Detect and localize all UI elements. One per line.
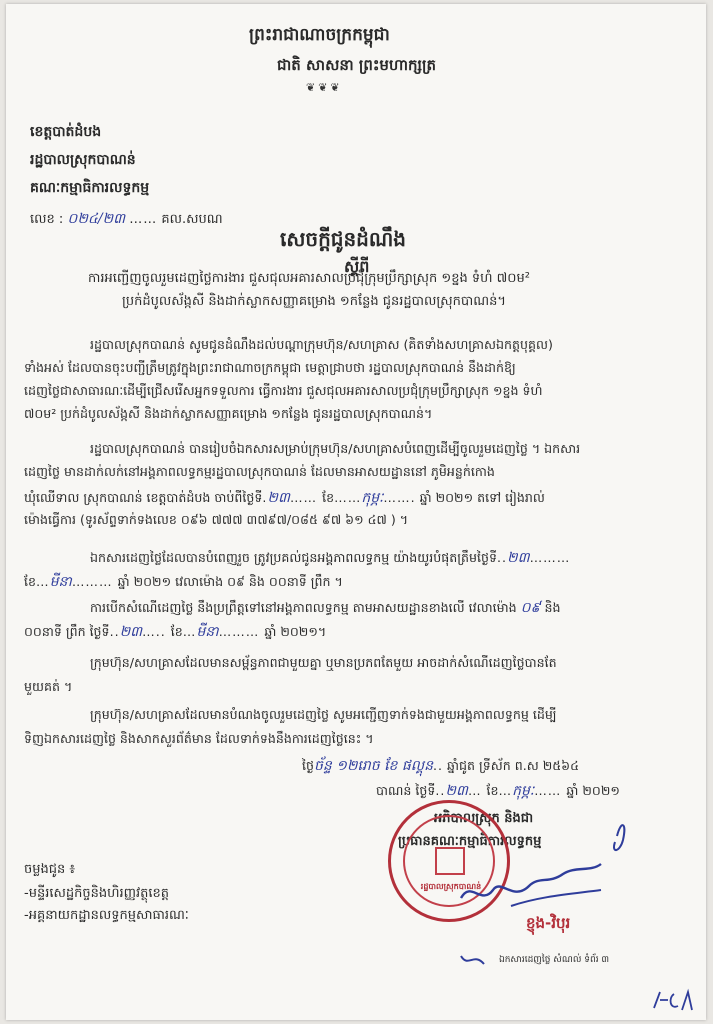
subject-heading: ស្តីពី — [344, 257, 370, 276]
handwritten-day: ២៣ — [507, 550, 530, 566]
reference-number: លេខ : ០២៤/២៣ …… គល.សបណ — [30, 211, 223, 227]
paragraph-2-line: ឃុំឈើទាល ស្រុកបាណន់ ខេត្តបាត់ដំបង ចាប់ពីថ្ងៃទី.២៣…… ខែ……កុម្ភៈ……. ឆ្នាំ ២០២១ តទៅ រៀងរាល់ — [24, 490, 545, 506]
handwritten-day: ២៣ — [119, 624, 143, 640]
issuer-province: ខេត្តបាត់ដំបង — [30, 124, 102, 140]
handwritten-day: ២៣ — [445, 783, 468, 799]
cc-item: -អគ្គនាយកដ្ឋានលទ្ធកម្មសាធារណៈ — [24, 908, 189, 923]
reference-number-handwritten: ០២៤/២៣ — [67, 211, 126, 227]
paragraph-6-line: ក្រុមហ៊ុន/សហគ្រាសដែលមានបំណងចូលរួមដេញថ្លៃ សូមអញ្ជើញទាក់ទងជាមួយអង្គភាពលទ្ធកម្ម ដើម្បី — [90, 707, 557, 722]
paragraph-4-line: ការបើកសំណើដេញថ្លៃ នឹងប្រព្រឹត្តទៅនៅអង្គភាពលទ្ធកម្ម តាមអាសយដ្ឋានខាងលើ វេលាម៉ោង ០៩ និង — [90, 600, 561, 616]
handwritten-hour: ០៩ — [520, 600, 541, 616]
lunar-date: ថ្ងៃច័ន្ទ ១២រោច ខែ ផល្គុន.. ឆ្នាំជូត ទ្រីស័ក ព.ស ២៥៦៤ — [302, 758, 579, 774]
issuer-district: រដ្ឋបាលស្រុកបាណន់ — [30, 152, 136, 168]
motto-ornament: ❦❦❦ — [306, 81, 343, 94]
signer-title-2: ប្រធានគណៈកម្មាធិការលទ្ធកម្ម — [398, 834, 542, 849]
paragraph-6-line: ទិញឯកសារដេញថ្លៃ និងសាកសួរព័ត៌មាន ដែលទាក់ទងនឹងការដេញថ្លៃនេះ ។ — [24, 731, 374, 746]
national-motto: ជាតិ សាសនា ព្រះមហាក្សត្រ — [277, 56, 436, 74]
paragraph-2-line: ម៉ោងធ្វើការ (ទូរស័ព្ទទាក់ទងលេខ ០៩៦ ៧៧៧ ៣៧៩៧/០៨៥ ៩៧ ៦១ ៤៧ ) ។ — [24, 512, 409, 527]
initial-mark — [458, 950, 488, 976]
paragraph-3-line: ឯកសារដេញថ្លៃដែលបានបំពេញរួច ត្រូវប្រគល់ជូនអង្គភាពលទ្ធកម្ម យ៉ាងយូរបំផុតត្រឹមថ្ងៃទី..២៣……… — [90, 550, 571, 566]
official-stamp: រដ្ឋបាលស្រុកបាណន់ — [388, 800, 510, 922]
paragraph-2-line: រដ្ឋបាលស្រុកបាណន់ បានរៀបចំឯកសារសម្រាប់ក្រុមហ៊ុន/សហគ្រាសបំពេញដើម្បីចូលរួមដេញថ្លៃ ។ ឯកសារ — [90, 441, 581, 456]
initials-scribble — [650, 988, 696, 1018]
issuer-committee: គណៈកម្មាធិការលទ្ធកម្ម — [30, 180, 150, 196]
handwritten-month: កុម្ភៈ — [361, 490, 384, 506]
solar-date: បាណន់ ថ្ងៃទី..២៣… ខែ…កុម្ភៈ…… ឆ្នាំ ២០២១ — [376, 783, 620, 799]
handwritten-month: មីនា — [196, 624, 219, 640]
cc-title: ចម្លងជូន ៖ — [24, 862, 76, 877]
handwritten-lunar-date: ច័ន្ទ ១២រោច ខែ ផល្គុន — [314, 758, 433, 774]
handwritten-day: ២៣ — [267, 490, 290, 506]
reference-label: លេខ : — [30, 212, 64, 227]
document-title: សេចក្តីជូនដំណឹង — [280, 227, 406, 251]
paragraph-2-line: ដេញថ្លៃ មានដាក់លក់នៅអង្គភាពលទ្ធកម្មរដ្ឋបាលស្រុកបាណន់ ដែលមានអាសយដ្ឋាននៅ ភូមិអន្លក់កោង — [24, 464, 495, 479]
document-page — [6, 4, 706, 1020]
paragraph-1-line: រដ្ឋបាលស្រុកបាណន់ សូមជូនដំណឹងដល់បណ្តាក្រុមហ៊ុន/សហគ្រាស (គិតទាំងសហគ្រាសឯកត្តបុគ្គល) — [90, 337, 553, 352]
handwritten-month: កុម្ភៈ — [512, 783, 535, 799]
subject-line-2: ប្រក់ដំបូលស័ង្កសី និងដាក់ស្លាកសញ្ញាគម្រោង ១កន្លែង ជូនរដ្ឋបាលស្រុកបាណន់។ — [122, 294, 506, 309]
paragraph-4-line: ០០នាទី ព្រឹក ថ្ងៃទី..២៣….. ខែ…មីនា……… ឆ្នាំ ២០២១។ — [24, 624, 327, 640]
subject-line-1: ការអញ្ជើញចូលរួមដេញថ្លៃការងារ ជួសជុលអគារសាលប្រជុំក្រុមប្រឹក្សាស្រុក ១ខ្នង ទំហំ ៧០ម² — [88, 271, 530, 286]
signer-title-1: អភិបាលស្រុក និងជា — [434, 811, 534, 826]
paragraph-3-line: ខែ…មីនា……… ឆ្នាំ ២០២១ វេលាម៉ោង ០៩ និង ០០នាទី ព្រឹក ។ — [24, 574, 343, 590]
paragraph-5-line: ក្រុមហ៊ុន/សហគ្រាសដែលមានសម្ព័ន្ធភាពជាមួយគ្នា ឬមានប្រភពតែមួយ អាចដាក់សំណើដេញថ្លៃបានតែ — [90, 655, 557, 670]
reference-suffix: គល.សបណ — [161, 212, 223, 227]
footer-note: ឯកសារដេញថ្លៃ សំណល់ ទំព័រ ៣ — [499, 955, 610, 965]
signer-name: ខ្ញុង-វិបុរ — [526, 914, 571, 932]
handwritten-month: មីនា — [49, 574, 72, 590]
paragraph-1-line: ទាំងអស់ ដែលបានចុះបញ្ជីត្រឹមត្រូវក្នុងព្រះរាជាណាចក្រកម្ពុជា មេត្តាជ្រាបថា រដ្ឋបាលស្រុកបាណន់ នឹងដាក់ឱ្យ — [24, 360, 516, 375]
paragraph-1-line: ៧០ម² ប្រក់ដំបូលស័ង្កសី និងដាក់ស្លាកសញ្ញាគម្រោង ១កន្លែង ជូនរដ្ឋបាលស្រុកបាណន់។ — [24, 406, 433, 421]
paragraph-5-line: មួយគត់ ។ — [24, 679, 73, 694]
handwritten-signature — [451, 810, 651, 920]
kingdom-header: ព្រះរាជាណាចក្រកម្ពុជា — [249, 25, 390, 45]
paragraph-1-line: ដេញថ្លៃជាសាធារណៈដើម្បីជ្រើសរើសអ្នកទទួលការ ធ្វើការងារ ជួសជុលអគារសាលប្រជុំក្រុមប្រឹក្សាស្រុក ១ខ្នង ទំហំ — [24, 383, 543, 398]
cc-item: -មន្ទីរសេដ្ឋកិច្ចនិងហិរញ្ញវត្ថុខេត្ត — [24, 886, 169, 901]
